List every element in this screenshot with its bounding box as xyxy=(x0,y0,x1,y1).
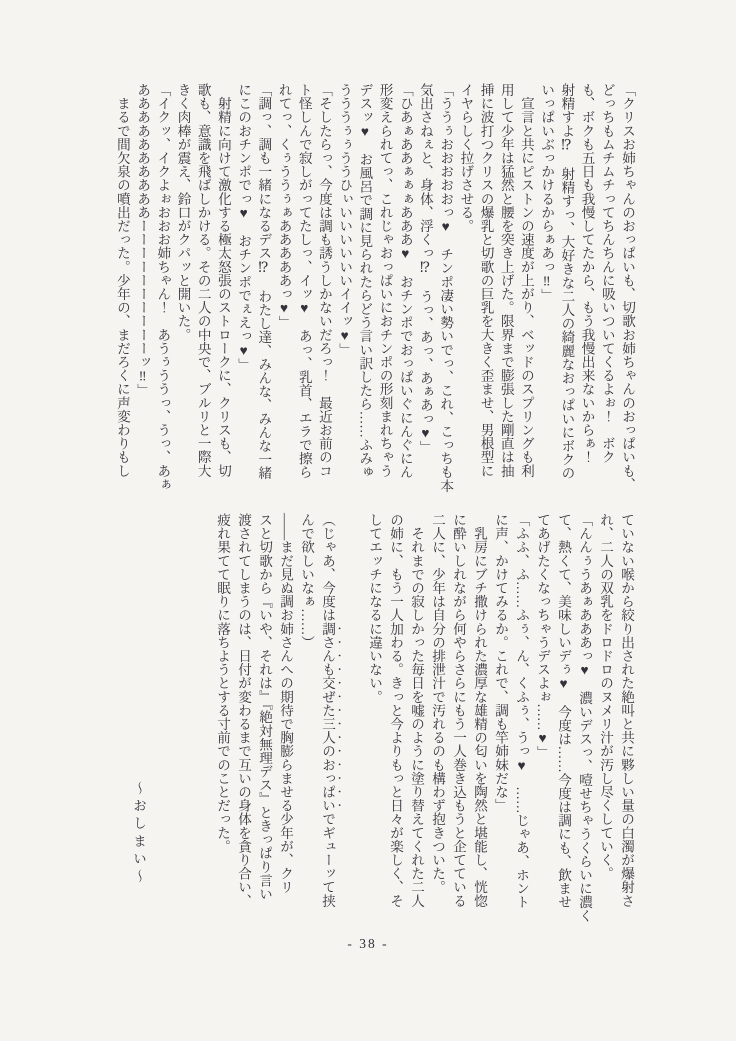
text-column: んで欲しいなぁ……） xyxy=(299,513,314,649)
text-column: きく肉棒が震え、鈴口がクパッと開いた。 xyxy=(175,83,191,342)
text-column: て、熱くて、美味しいデぅ♥ 今度は……今度は調にも、飲ませ xyxy=(556,513,571,909)
text-column: 乳房にブチ撒けられた濃厚な雄精の匂いを陶然と堪能し、恍惚 xyxy=(472,513,487,908)
text-segment: （じゃあ、今度は xyxy=(320,513,335,622)
text-column: まるで間欠泉の噴出だった。少年の、まだろくに声変わりもし xyxy=(114,83,130,478)
text-column: 疲れ果てて眠りに落ちようとする寸前でのことだった。 xyxy=(215,513,230,853)
text-column: 「んんぅうあぁあああっ♥ 濃いデスっ、噎せちゃうくらいに濃く xyxy=(577,513,592,923)
text-column: 「ふふ、ふ……ふぅ、ん、くふぅ、うっ♥ ……じゃあ、ホント xyxy=(514,513,529,909)
text-column: ああああああああああーーーーーーーーーーッ‼」 xyxy=(135,83,151,398)
text-column: 「クリスお姉ちゃんのおっぱいも、切歌お姉ちゃんのおっぱいも、 xyxy=(620,83,635,491)
text-column: ト怪しんで寂しがってたしっ、イッ♥ あっ、乳首、エラで擦ら xyxy=(296,83,312,479)
text-column: どっちもムチムチってちんちんに吸いついてくるよぉ！ ボク xyxy=(599,83,615,464)
text-column xyxy=(317,513,343,939)
text-column: れ、二人の双乳をドロドロのヌメリ汁が汚し尽くしていく。 xyxy=(598,513,613,881)
text-column: 気出さねぇと、身体、浮くっ⁉ うっ、あっ、あぁあっ♥」 xyxy=(417,83,433,454)
text-column: 歌も、意識を飛ばしかける。その二人の中央で、ブルリと一際大 xyxy=(195,83,211,478)
text-column: てあげたくなっちゃうデスよぉ……♥」 xyxy=(535,513,550,760)
emphasized-text-segment: 調さんも交ぜた三人のおっぱい xyxy=(320,621,335,813)
text-column: イヤらしく拉げさせる。 xyxy=(458,83,474,233)
text-column: ていない喉から絞り出された絶叫と共に夥しい量の白濁が爆射さ xyxy=(619,513,634,908)
text-column: れてっ、くぅううぅぁあああああっ♥」 xyxy=(276,83,292,330)
upper-text-block xyxy=(112,83,637,509)
blank-column xyxy=(149,513,170,939)
text-column: 「イクッ、イクよぉおおお姉ちゃん！ あうぅううっ、うっ、あぁ xyxy=(155,83,171,491)
text-column: デスッ♥ お風呂で調に見られたらどう言い訳したら……ふみゅ xyxy=(357,83,373,479)
text-column: 用して少年は猛然と腰を突き上げた。限界まで膨張した剛直は抽 xyxy=(498,83,514,478)
lower-text-block xyxy=(128,513,637,939)
text-column: 「調っ、調も一緒になるデス⁉ わたし達、みんな、みんな一緒 xyxy=(256,83,272,480)
text-column: 「ひあぁああぁぁぁあああ♥ おチンポでおっぱいぐにんぐにん xyxy=(397,83,413,479)
text-column: 形変えられてっ、これじゃおっぱいにおチンポの形刻まれちゃう xyxy=(377,83,393,478)
text-column: の姉に、もう一人加わる。きっと今よりもっと日々が楽しく、そ xyxy=(388,513,403,908)
text-column: スと切歌から『いや、それは』『絶対無理デス』ときっぱり言い xyxy=(257,513,272,901)
text-column: それまでの寂しかった毎日を嘘のように塗り替えてくれた二人 xyxy=(409,513,424,908)
text-column: 挿に波打つクリスの爆乳と切歌の巨乳を大きく歪ませ、男根型に xyxy=(478,83,494,478)
text-column: ――まだ見ぬ調お姉さんへの期待で胸膨らませる少年が、クリ xyxy=(278,513,293,894)
text-column: に声、かけてみるか。これで、調も竿姉妹だな」 xyxy=(493,513,508,813)
text-column: も、ボクも五日も我慢してたから、もう我慢出来ないからぁ！ xyxy=(579,83,595,464)
page-number: - 38 - xyxy=(347,936,389,951)
text-column: 渡されてしまうのは、日付が変わるまで互いの身体を貪り合い、 xyxy=(236,513,251,908)
blank-column xyxy=(191,513,212,939)
blank-column xyxy=(170,513,191,939)
text-column: 射精に向けて激化する極太怒張のストロークに、クリスも、切 xyxy=(215,83,231,478)
text-column: にこのおチンポでっ♥ おチンポでぇえっ♥」 xyxy=(236,83,252,372)
text-column: いっぱいぶっかけるからぁあっ‼」 xyxy=(539,83,555,302)
text-column: 宣言と共にピストンの速度が上がり、ベッドのスプリングも利 xyxy=(518,83,534,478)
text-column: してエッチになるに違いない。 xyxy=(367,513,382,704)
end-marker: ～おしまい～ xyxy=(131,781,146,887)
text-column: 「そしたらっ、今度は調も誘うしかないだろっ！ 最近お前のコ xyxy=(316,83,332,478)
text-column: うううぅぅううひぃいいいいいいイイッ♥」 xyxy=(337,83,353,357)
text-segment: でギューッて挟 xyxy=(320,812,335,908)
text-column: 「ううぅおおおおおっ♥ チンポ凄い勢いでっ、これ、こっちも本 xyxy=(438,83,454,493)
text-column: に酔いしれながら何やらさらにもう一人巻き込もうと企てている xyxy=(451,513,466,908)
text-column: 射精すよ⁉ 射精すっ、大好きな二人の綺麗なおっぱいにボクの xyxy=(559,83,575,480)
blank-column xyxy=(343,513,364,939)
text-column: 二人に、少年は自分の排泄汁で汚れるのも構わず抱きついた。 xyxy=(430,513,445,894)
